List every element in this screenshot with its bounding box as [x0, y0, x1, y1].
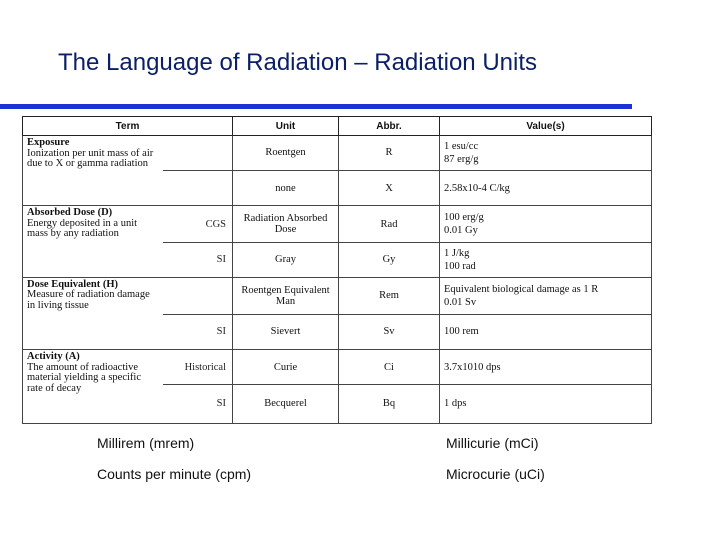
term-description: Ionization per unit mass of air due to X or gamma radiation	[27, 147, 154, 169]
value-line: 100 erg/g	[444, 212, 484, 224]
table-body	[23, 136, 652, 424]
value-line: 1 dps	[444, 398, 467, 410]
unit-name-cell: Sievert	[233, 314, 339, 350]
term-name: Dose Equivalent (H)	[27, 278, 119, 290]
unit-values-cell	[440, 314, 652, 350]
footer-unit-cpm: Counts per minute (cpm)	[97, 466, 252, 482]
unit-system-label: CGS	[163, 206, 233, 243]
unit-values-cell	[440, 170, 652, 206]
term-name: Activity (A)	[27, 351, 80, 363]
term-name: Absorbed Dose (D)	[27, 207, 113, 219]
unit-name-cell: none	[233, 170, 339, 206]
unit-abbreviation-cell: Ci	[339, 350, 440, 385]
unit-abbreviation-cell: Bq	[339, 384, 440, 423]
value-line: 3.7x1010 dps	[444, 361, 501, 373]
term-description: Energy deposited in a unit mass by any radiation	[27, 217, 138, 240]
unit-values-cell	[440, 136, 652, 171]
unit-name-cell: Curie	[233, 350, 339, 385]
header-term: Term	[23, 117, 233, 136]
term-cell	[23, 350, 163, 424]
unit-abbreviation-cell: Gy	[339, 243, 440, 278]
footer-unit-millicurie: Millicurie (mCi)	[446, 435, 539, 451]
radiation-units-table-container	[22, 116, 652, 424]
unit-abbreviation-cell: Sv	[339, 314, 440, 350]
unit-abbreviation-cell: R	[339, 136, 440, 171]
footer-unit-microcurie: Microcurie (uCi)	[446, 466, 545, 482]
unit-values-cell	[440, 277, 652, 314]
unit-name-cell: Roentgen Equivalent Man	[233, 277, 339, 314]
unit-name-cell: Radiation Absorbed Dose	[233, 206, 339, 243]
unit-system-label	[163, 170, 233, 206]
term-name: Exposure	[27, 137, 70, 148]
term-cell	[23, 206, 163, 277]
unit-system-label	[163, 277, 233, 314]
unit-abbreviation-cell: Rad	[339, 206, 440, 243]
term-description: The amount of radioactive material yielding a specific rate of decay	[27, 361, 141, 394]
unit-system-label: SI	[163, 243, 233, 278]
radiation-units-table	[22, 116, 652, 424]
term-cell	[23, 136, 163, 206]
page-title: The Language of Radiation – Radiation Units	[58, 49, 537, 76]
value-line: Equivalent biological damage as 1 R	[444, 283, 599, 295]
term-description: Measure of radiation damage in living tissue	[27, 289, 150, 311]
title-underline	[0, 104, 632, 109]
unit-system-label	[163, 136, 233, 171]
header-abbr: Abbr.	[339, 117, 440, 136]
value-line: 2.58x10-4 C/kg	[444, 182, 510, 194]
unit-name-cell: Roentgen	[233, 136, 339, 171]
table-row	[23, 350, 652, 385]
term-cell	[23, 277, 163, 350]
unit-values-cell	[440, 350, 652, 385]
unit-system-label: Historical	[163, 350, 233, 385]
unit-system-label: SI	[163, 384, 233, 423]
unit-abbreviation-cell: Rem	[339, 277, 440, 314]
footer-unit-millirem: Millirem (mrem)	[97, 435, 195, 451]
table-header-row	[23, 117, 652, 136]
unit-name-cell: Gray	[233, 243, 339, 278]
unit-name-cell: Becquerel	[233, 384, 339, 423]
unit-values-cell	[440, 243, 652, 278]
value-line: 87 erg/g	[444, 153, 479, 165]
unit-values-cell	[440, 206, 652, 243]
table-row	[23, 136, 652, 171]
value-line: 0.01 Sv	[444, 296, 477, 308]
value-line: 0.01 Gy	[444, 225, 478, 237]
header-unit: Unit	[233, 117, 339, 136]
value-line: 1 esu/cc	[444, 140, 479, 152]
table-row	[23, 206, 652, 243]
unit-abbreviation-cell: X	[339, 170, 440, 206]
unit-system-label: SI	[163, 314, 233, 350]
value-line: 100 rem	[444, 326, 479, 338]
value-line: 1 J/kg	[444, 247, 470, 259]
unit-values-cell	[440, 384, 652, 423]
value-line: 100 rad	[444, 260, 476, 272]
table-row	[23, 277, 652, 314]
header-values: Value(s)	[440, 117, 652, 136]
